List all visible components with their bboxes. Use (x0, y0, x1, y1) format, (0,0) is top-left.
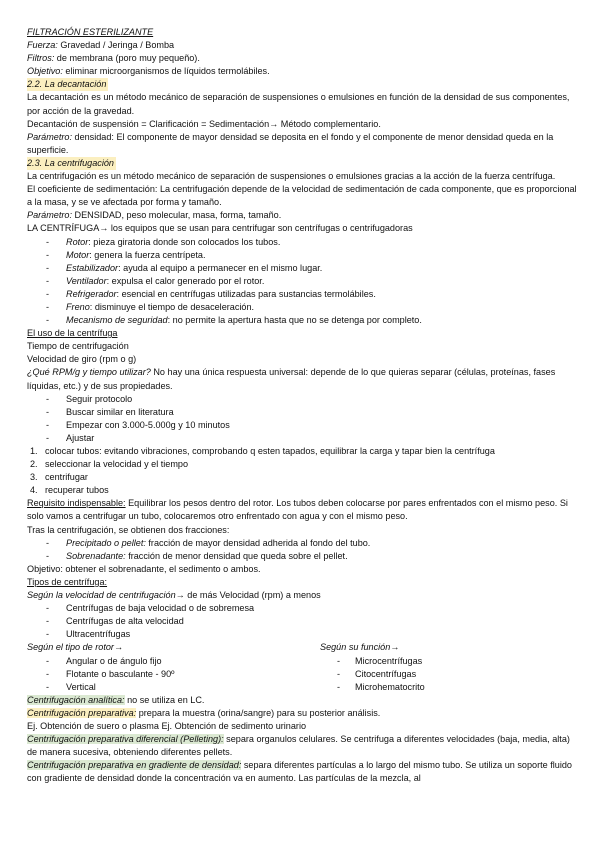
centrifugacion-preparativa: Centrifugación preparativa: prepara la muestra (orina/sangre) para su posterior análisis. (27, 707, 381, 718)
list-item: - Rotor: pieza giratoria donde son colocados los tubos. (27, 236, 577, 249)
list-item: - Centrífugas de baja velocidad o de sobremesa (27, 602, 577, 615)
list-item: - Ventilador: expulsa el calor generado por el rotor. (27, 275, 577, 288)
list-item: 4. recuperar tubos (30, 485, 109, 496)
centrifugacion-heading: 2.3. La centrifugación (27, 157, 116, 170)
list-item: - Citocentrífugas (320, 668, 577, 681)
uso-tips-list (27, 393, 577, 445)
list-item: - Ajustar (27, 432, 577, 445)
list-item: - Mecanismo de seguridad: no permite la apertura hasta que no se detenga por completo. (27, 314, 577, 327)
list-item: - Microhematocrito (320, 681, 577, 694)
tipos-by-function: Según su función→ (320, 642, 400, 653)
filtracion-objetivo: Objetivo: eliminar microorganismos de líquidos termolábiles. (27, 66, 270, 77)
list-item: 1. colocar tubos: evitando vibraciones, comprobando q esten tapados, equilibrar la carga y tapar bien la centrífuga (30, 446, 495, 456)
decantacion-definition: La decantación es un método mecánico de separación de suspensiones o emulsiones en función de la densidad de sus componentes, por acción de la gravedad. (27, 92, 570, 116)
list-item: - Refrigerador: esencial en centrífugas utilizadas para sustancias termolábiles. (27, 288, 577, 301)
filtracion-filtros: Filtros: de membrana (poro muy pequeño). (27, 53, 200, 64)
fractions-list (27, 537, 577, 563)
decantacion-heading: 2.2. La decantación (27, 78, 108, 91)
uso-steps-list (27, 445, 577, 497)
list-item: 2. seleccionar la velocidad y el tiempo (30, 459, 189, 470)
list-item: - Ultracentrífugas (27, 628, 577, 641)
speed-list (27, 602, 577, 641)
centrifugacion-parametro: Parámetro: DENSIDAD, peso molecular, masa, forma, tamaño. (27, 210, 282, 221)
list-item: - Sobrenadante: fracción de menor densidad que queda sobre el pellet. (27, 550, 577, 563)
list-item: - Flotante o basculante - 90º (27, 668, 320, 681)
list-item: - Motor: genera la fuerza centrípeta. (27, 249, 577, 262)
tipos-by-speed: Según la velocidad de centrifugación→ de más Velocidad (rpm) a menos (27, 590, 321, 601)
filtracion-fuerza: Fuerza: Gravedad / Jeringa / Bomba (27, 40, 175, 51)
list-item: - Centrífugas de alta velocidad (27, 615, 577, 628)
decantacion-equivalence: Decantación de suspensión = Clarificación = Sedimentación→ Método complementario. (27, 118, 381, 129)
list-item: - Buscar similar en literatura (27, 406, 577, 419)
list-item: - Vertical (27, 681, 320, 694)
tipos-columns (27, 641, 577, 693)
list-item: - Precipitado o pellet: fracción de mayor densidad adherida al fondo del tubo. (27, 537, 577, 550)
list-item: - Estabilizador: ayuda al equipo a permanecer en el mismo lugar. (27, 262, 577, 275)
function-column (320, 641, 577, 693)
tipos-heading: Tipos de centrífuga: (27, 576, 108, 587)
ejemplos: Ej. Obtención de suero o plasma Ej. Obtención de sedimento urinario (27, 720, 307, 731)
coeficiente-sedimentacion: El coeficiente de sedimentación: La centrifugación depende de la velocidad de sedimentación de cada componente, que es proporcional a la masa, y se ve afectada por forma y tamaño. (27, 184, 577, 208)
list-item: - Freno: disminuye el tiempo de desaceleración. (27, 301, 577, 314)
list-item: - Angular o de ángulo fijo (27, 655, 320, 668)
centrifuga-parts-list (27, 236, 577, 328)
list-item: - Empezar con 3.000-5.000g y 10 minutos (27, 419, 577, 432)
decantacion-parametro: Parámetro: densidad: El componente de mayor densidad se deposita en el fondo y el componente de menor densidad queda en la superficie. (27, 131, 554, 155)
centrifugacion-gradiente: Centrifugación preparativa en gradiente de densidad: separa diferentes partículas a lo largo del mismo tubo. Se utiliza un soporte fluido con gradiente de densidad donde la concentración va en aumento. Las partículas de la mezcla, al (27, 760, 572, 784)
uso-question: ¿Qué RPM/g y tiempo utilizar? No hay una única respuesta universal: depende de lo que quieras separar (células, proteínas, fases líquidas, etc.) y de sus propiedades. (27, 367, 556, 391)
uso-objetivo: Objetivo: obtener el sobrenadante, el sedimento o ambos. (27, 563, 261, 574)
uso-heading: El uso de la centrífuga (27, 328, 118, 339)
centrifugacion-diferencial: Centrifugación preparativa diferencial (Pelleting): separa organulos celulares. Se centrifuga a diferentes velocidades (baja, media, alta) de manera sucesiva, obteniendo diferentes pellets. (27, 734, 570, 758)
tras-centrifugacion: Tras la centrifugación, se obtienen dos fracciones: (27, 524, 230, 535)
list-item: 3. centrifugar (30, 472, 88, 483)
uso-velocidad: Velocidad de giro (rpm o g) (27, 354, 137, 365)
filtracion-title: FILTRACIÓN ESTERILIZANTE (27, 27, 154, 37)
centrifuga-intro: LA CENTRÍFUGA→ los equipos que se usan para centrifugar son centrífugas o centrifugadoras (27, 223, 413, 234)
uso-tiempo: Tiempo de centrifugación (27, 341, 129, 352)
rotor-column (27, 641, 320, 693)
tipos-by-rotor: Según el tipo de rotor→ (27, 642, 124, 653)
document-page (27, 26, 577, 785)
list-item: - Seguir protocolo (27, 393, 577, 406)
requisito-indispensable: Requisito indispensable: Equilibrar los pesos dentro del rotor. Los tubos deben colocarse por pares enfrentados con el mismo peso. Si solo vamos a centrifugar un tubo, colocaremos otro enfrentado con agua y con el mismo peso. (27, 498, 568, 522)
centrifugacion-definition: La centrifugación es un método mecánico de separación de suspensiones o emulsiones gracias a la acción de la fuerza centrífuga. (27, 171, 556, 182)
centrifugacion-analitica: Centrifugación analítica: no se utiliza en LC. (27, 694, 205, 705)
list-item: - Microcentrífugas (320, 655, 577, 668)
